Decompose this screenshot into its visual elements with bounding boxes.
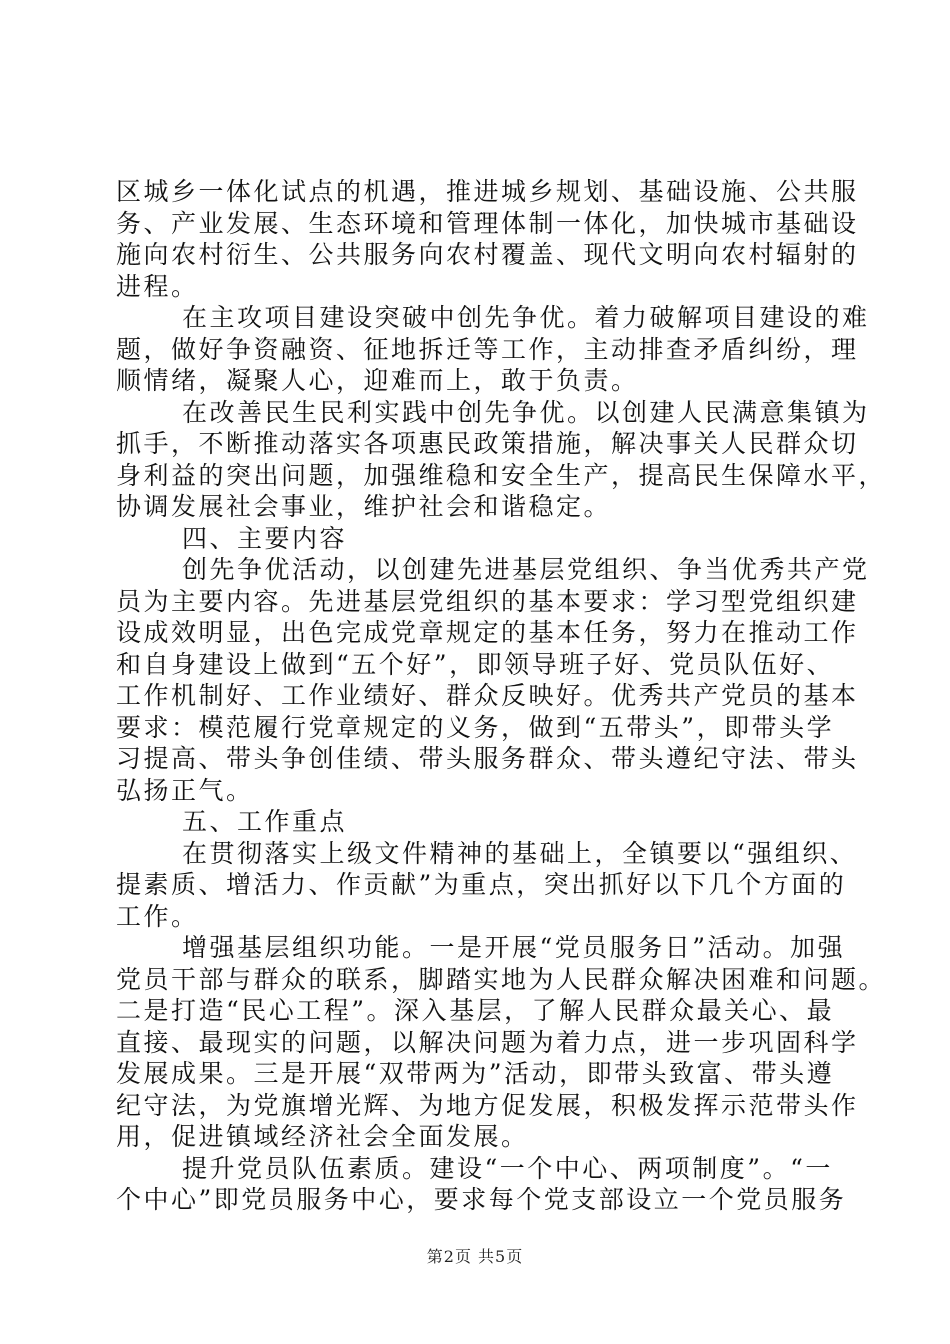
text-line: 在改善民生民利实践中创先争优。以创建人民满意集镇为 [182, 397, 870, 427]
text-line: 顺情绪，凝聚人心，迎难而上，敢于负责。 [116, 366, 639, 395]
document-body [116, 176, 887, 1216]
text-line: 题，做好争资融资、征地拆迁等工作，主动排查矛盾纠纷，理 [116, 334, 859, 364]
text-line: 协调发展社会事业，维护社会和谐稳定。 [116, 492, 612, 521]
text-line: 提升党员队伍素质。建设“一个中心、两项制度”。“一 [182, 1153, 833, 1183]
text-line: 抓手，不断推动落实各项惠民政策措施，解决事关人民群众切 [116, 429, 859, 458]
text-line: 员为主要内容。先进基层党组织的基本要求：学习型党组织建 [116, 586, 859, 616]
text-line: 身利益的突出问题，加强维稳和安全生产，提高民生保障水平， [116, 460, 887, 490]
text-line: 直接、最现实的问题，以解决问题为着力点，进一步巩固科学 [116, 1027, 859, 1057]
text-line: 施向农村衍生、公共服务向农村覆盖、现代文明向农村辐射的 [116, 240, 859, 269]
text-line: 进程。 [116, 271, 199, 301]
text-line: 工作机制好、工作业绩好、群众反映好。优秀共产党员的基本 [116, 681, 859, 710]
text-line: 增强基层组织功能。一是开展“党员服务日”活动。加强 [182, 933, 846, 962]
text-line: 纪守法，为党旗增光辉、为地方促发展，积极发挥示范带头作 [116, 1090, 859, 1120]
text-line: 提素质、增活力、作贡献”为重点，突出抓好以下几个方面的 [116, 870, 847, 899]
text-line: 五、工作重点 [182, 807, 348, 836]
text-line: 工作。 [116, 901, 199, 931]
text-line: 个中心”即党员服务中心，要求每个党支部设立一个党员服务 [116, 1185, 847, 1214]
text-line: 务、产业发展、生态环境和管理体制一体化，加快城市基础设 [116, 208, 859, 238]
text-line: 党员干部与群众的联系，脚踏实地为人民群众解决困难和问题。 [116, 964, 887, 994]
text-line: 弘扬正气。 [116, 775, 254, 805]
page-footer: 第2页 共5页 [426, 1247, 524, 1266]
text-line: 二是打造“民心工程”。深入基层，了解人民群众最关心、最 [116, 996, 835, 1025]
text-line: 发展成果。三是开展“双带两为”活动，即带头致富、带头遵 [116, 1059, 835, 1088]
text-line: 用，促进镇域经济社会全面发展。 [116, 1122, 529, 1151]
text-line: 要求：模范履行党章规定的义务，做到“五带头”，即带头学 [116, 712, 835, 742]
text-line: 区城乡一体化试点的机遇，推进城乡规划、基础设施、公共服 [116, 177, 859, 206]
text-line: 和自身建设上做到“五个好”，即领导班子好、党员队伍好、 [116, 649, 835, 679]
text-line: 在贯彻落实上级文件精神的基础上，全镇要以“强组织、 [182, 838, 858, 868]
text-line: 在主攻项目建设突破中创先争优。着力破解项目建设的难 [182, 303, 870, 332]
text-line: 设成效明显，出色完成党章规定的基本任务，努力在推动工作 [116, 618, 859, 647]
text-line: 习提高、带头争创佳绩、带头服务群众、带头遵纪守法、带头 [116, 744, 859, 773]
text-line: 创先争优活动，以创建先进基层党组织、争当优秀共产党 [182, 555, 870, 584]
text-line: 四、主要内容 [182, 523, 348, 553]
